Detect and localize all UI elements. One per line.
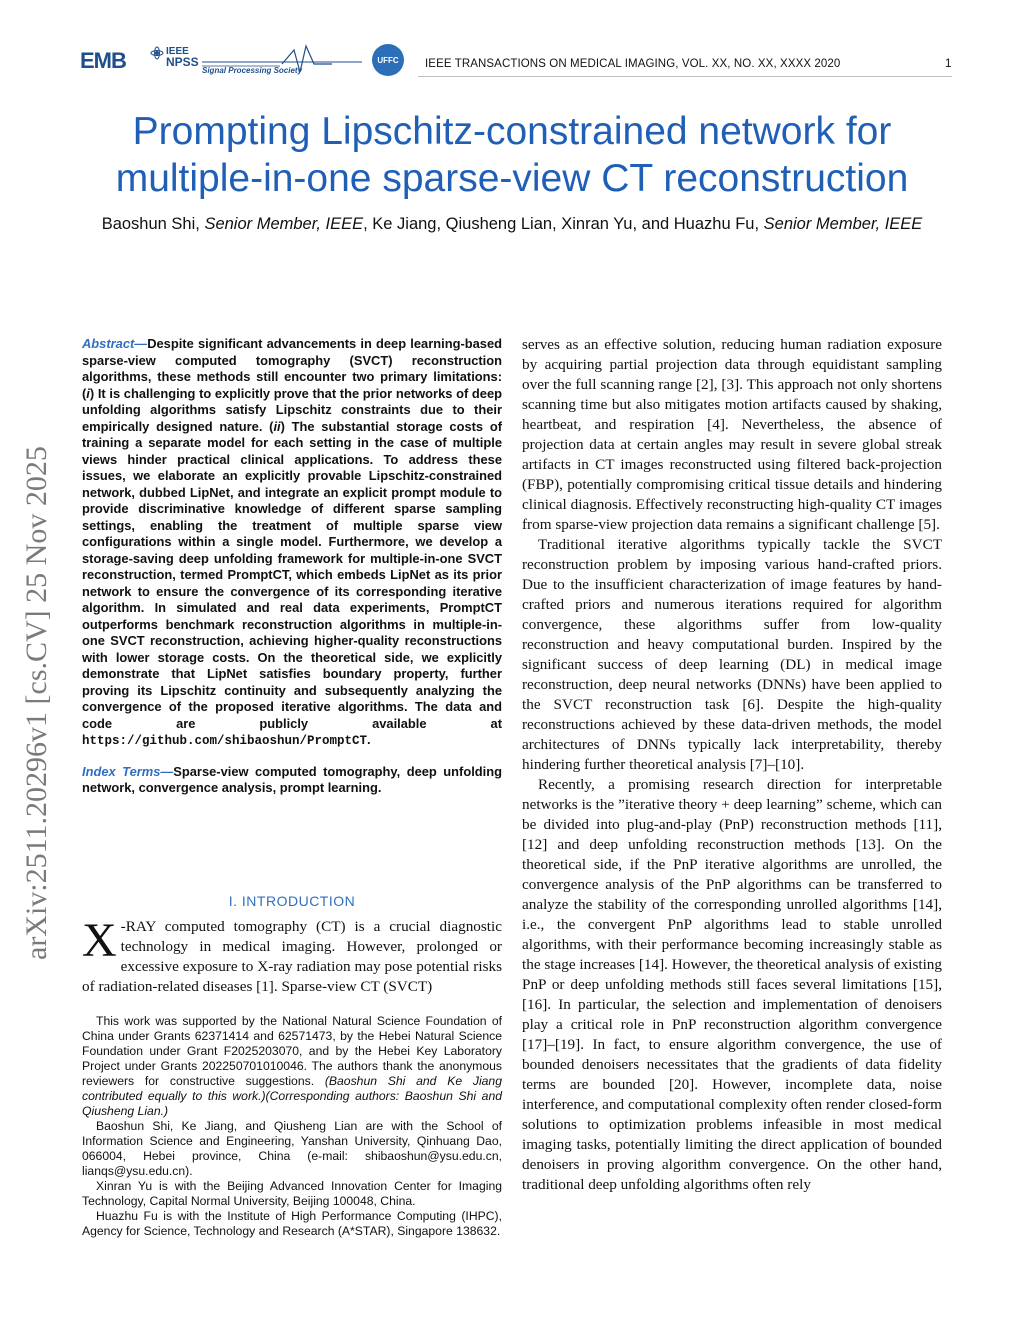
page-number: 1 <box>945 58 952 70</box>
uffc-logo: UFFC <box>372 44 404 76</box>
intro-text: -RAY computed tomography (CT) is a crucial diagnostic technology in medical imaging. However, prolonged or excessive exposure to X-ray radiation may pose potential risks of radiation-related diseases [1]. Sparse-view CT (SVCT) <box>82 918 502 995</box>
signal-processing-society-logo <box>202 42 362 83</box>
author-role: Senior Member, IEEE <box>204 215 364 233</box>
abstract-label: Abstract— <box>82 336 148 351</box>
footnote: Baoshun Shi, Ke Jiang, and Qiusheng Lian are with the School of Information Science and Engineering, Yanshan University, Qinhuang Dao, 066004, Hebei province, China (e-mail: shibaoshun@ysu.edu.cn, lianqs@ysu.edu.cn). <box>82 1119 502 1178</box>
abstract-text: ) It is challenging to explicitly prove that the prior networks of deep unfolding algorithms satisfy Lipschitz constraints due to their empirically designed nature. ( <box>82 385 502 434</box>
code-url-link[interactable]: https://github.com/shibaoshun/PromptCT <box>82 734 368 748</box>
abstract-enum: ii <box>273 418 281 434</box>
sps-logo-text: Signal Processing Society <box>202 66 303 75</box>
journal-header: IEEE TRANSACTIONS ON MEDICAL IMAGING, VOL. XX, NO. XX, XXXX 2020 <box>425 58 841 70</box>
index-terms-label: Index Terms— <box>82 763 174 779</box>
society-logos <box>80 42 410 82</box>
section-number: I. <box>228 893 238 909</box>
index-terms <box>82 764 502 797</box>
author-list <box>100 213 924 236</box>
emb-logo: EMB <box>80 48 126 73</box>
npss-logo-line: NPSS <box>166 55 199 69</box>
footnote: Huazhu Fu is with the Institute of High Performance Computing (IHPC), Agency for Science, Technology and Research (A*STAR), Singapore 138632. <box>82 1209 502 1238</box>
abstract <box>82 336 502 750</box>
author-name: Baoshun Shi, <box>101 215 200 233</box>
abstract-text: . <box>367 732 371 747</box>
footnote: Xinran Yu is with the Beijing Advanced Innovation Center for Imaging Technology, Capital Normal University, Beijing 100048, China. <box>82 1179 502 1208</box>
body-paragraph: Traditional iterative algorithms typically tackle the SVCT reconstruction problem by imposing various hand-crafted priors. Due to the insufficient characterization of image features by hand-crafted priors and numerous iterations required for algorithm convergence, these algorithms suffer from low-quality reconstruction and heavy computational burden. Inspired by the significant success of deep learning (DL) in medical image reconstruction, deep neural networks (DNNs) have been applied to the SVCT reconstruction task [6]. Despite the high-quality reconstructions achieved by these data-driven methods, the model architectures of DNNs typically lack interpretability, thereby hindering further theoretical analysis [7]–[10]. <box>522 536 942 773</box>
author-role: Senior Member, IEEE <box>763 215 923 233</box>
paper-title <box>60 108 964 202</box>
arxiv-stamp: arXiv:2511.20296v1 [cs.CV] 25 Nov 2025 <box>20 446 53 960</box>
abstract-text: ) The substantial storage costs of training a separate model for each setting in the case of multiple views hinder practical clinical applications. To address these issues, we elaborate an explicitly provable Lipschitz-constrained network, dubbed LipNet, and integrate an explicit prompt module to provide discriminative knowledge of different sparse sampling settings, enabling the treatment of multiple sparse view configurations within a single model. Furthermore, we develop a storage-saving deep unfolding framework for multiple-in-one SVCT reconstruction, termed PromptCT, which embeds LipNet as its prior network to ensure the convergence of its corresponding iterative algorithm. In simulated and real data experiments, PromptCT outperforms benchmark reconstruction algorithms in multiple-in-one SVCT reconstruction, achieving higher-quality reconstructions with lower storage costs. On the theoretical side, we explicitly demonstrate that LipNet satisfies boundary property, further proving its Lipschitz continuity and subsequently analyzing the convergence of the proposed iterative algorithms. The data and code are publicly available at <box>82 418 502 731</box>
npss-atom-icon <box>150 46 164 60</box>
abstract-text: Despite significant advancements in deep learning-based sparse-view computed tomography (SVCT) reconstruction algorithms, these methods still encounter two primary limitations: ( <box>82 336 502 401</box>
right-column <box>522 335 942 1195</box>
footnote <box>82 1014 502 1119</box>
title-line: Prompting Lipschitz-constrained network for <box>132 110 892 153</box>
npss-logo-line: IEEE <box>166 46 189 57</box>
author-names: , Ke Jiang, Qiusheng Lian, Xinran Yu, and Huazhu Fu, <box>363 215 760 233</box>
footnote-text: This work was supported by the National Natural Science Foundation of China under Grants 62371414 and 62571473, by the Hebei Natural Science Foundation under Grant F2025203070, and by the Hebei Key Laboratory Project under Grants 202250701010046. The authors thank the anonymous reviewers for constructive suggestions. <box>82 1014 502 1088</box>
header-rule <box>418 76 952 77</box>
footnotes <box>82 1014 502 1239</box>
body-paragraph: serves as an effective solution, reducing human radiation exposure by acquiring partial projection data through equidistant sampling over the full scanning range [2], [3]. This approach not only shortens scanning time but also mitigates motion artifacts caused by shaking, heartbeat, and respiration [4]. Nevertheless, the absence of projection data at certain angles may result in severe global streak artifacts in CT images reconstructed using filtered back-projection (FBP), potentially compromising critical tissue details and hindering clinical diagnosis. Effectively reconstructing high-quality CT images from sparse-view projection data remains a significant challenge [5]. <box>522 336 942 533</box>
ieee-npss-logo <box>150 46 199 69</box>
footnote-italic: (Baoshun Shi and Ke Jiang contributed equally to this work.)(Corresponding authors: Baoshun Shi and Qiusheng Lian.) <box>82 1074 502 1118</box>
intro-paragraph <box>82 914 502 997</box>
drop-cap: X <box>82 914 117 967</box>
section-heading <box>82 893 502 909</box>
section-title: INTRODUCTION <box>241 893 356 909</box>
index-terms-text: Sparse-view computed tomography, deep unfolding network, convergence analysis, prompt learning. <box>82 763 502 795</box>
body-paragraph: Recently, a promising research direction for interpretable networks is the ”iterative theory + deep learning” scheme, which can be divided into plug-and-play (PnP) reconstruction methods [11], [12] and deep unfolding reconstruction methods [13]. On the theoretical side, if the PnP iterative algorithms are unrolled, the convergence analysis of the PnP algorithms can be transferred to analyze the stability of the corresponding unrolled algorithms [14], i.e., the convergent PnP algorithms lead to stable unrolled algorithms, with their performance becoming increasingly stable as the stage increases [14]. However, the theoretical analysis of existing PnP or deep unfolding methods still faces several limitations [15], [16]. In particular, the selection and implementation of denoisers play a critical role in PnP reconstruction algorithm convergence [17]–[19]. In fact, to ensure algorithm convergence, the use of bounded denoisers necessitates that the gradients of data fidelity terms are bounded [20]. However, incomplete data, noise interference, and computational complexity often render closed-form solutions to optimization problems infeasible in most medical imaging tasks, potentially limiting the direct application of bounded denoisers in proving algorithm convergence. On the other hand, traditional deep unfolding algorithms often rely <box>522 776 942 1193</box>
title-line: multiple-in-one sparse-view CT reconstruction <box>115 157 909 200</box>
abstract-enum: i <box>86 385 90 401</box>
left-column <box>82 336 502 797</box>
